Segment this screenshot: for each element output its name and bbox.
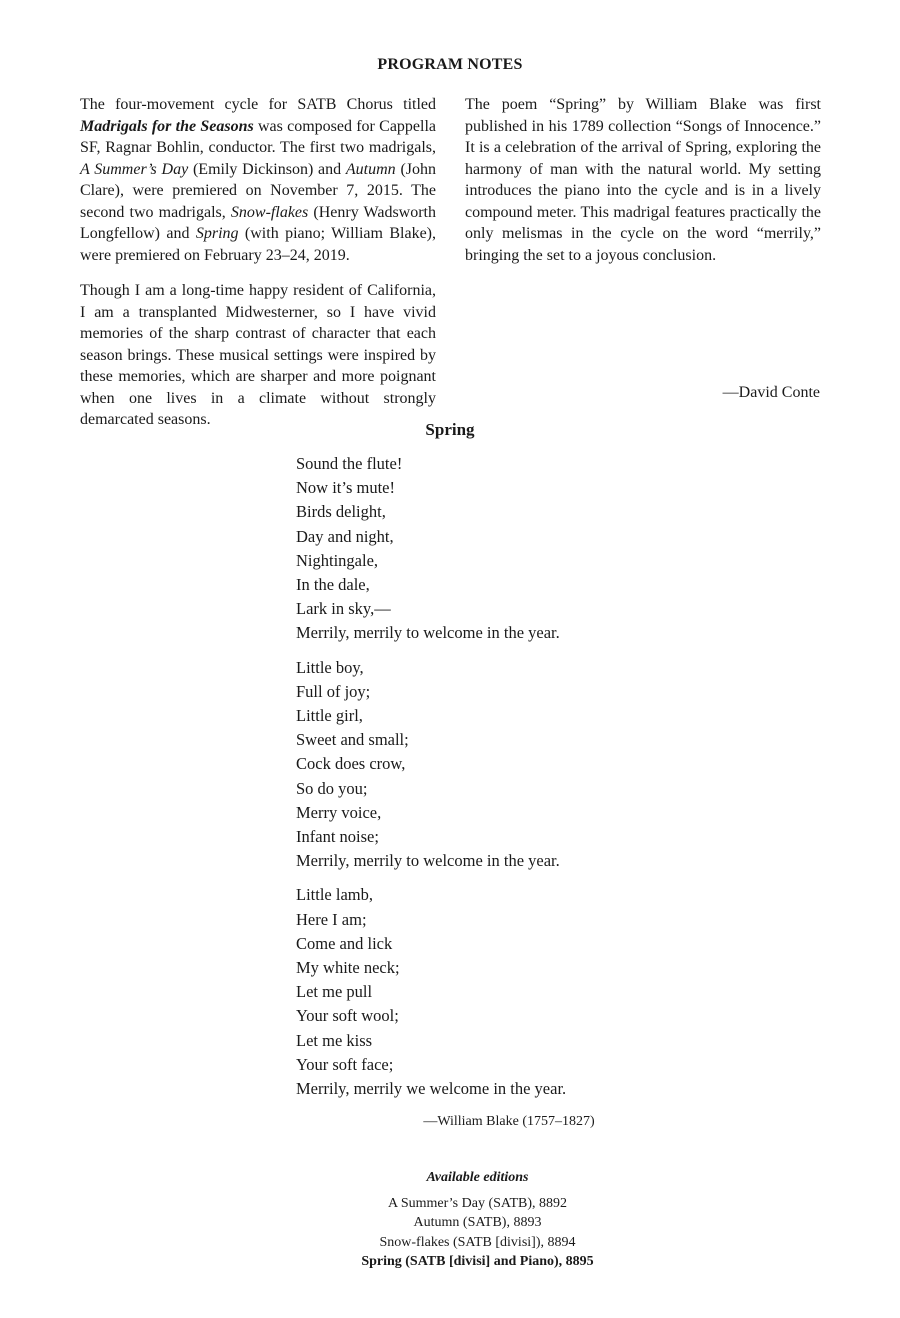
- text-run: (Emily Dickinson) and: [188, 160, 346, 178]
- poem-line: In the dale,: [296, 575, 370, 595]
- poem-title: Spring: [425, 420, 475, 439]
- available-editions: [0, 1168, 900, 1272]
- text-run: was composed for Cappella SF, Ragnar Bohlin, conductor. The first two madrigals,: [80, 117, 437, 156]
- poem-line: Infant noise;: [296, 827, 379, 847]
- page-title: PROGRAM NOTES: [377, 56, 523, 73]
- notes-column-right: [465, 94, 821, 266]
- notes-paragraph-3: The poem “Spring” by William Blake was first published in his 1789 collection “Songs of Innocence.” It is a celebration of the arrival of Spring, exploring the harmony of man with the natural world. My setting introduces the piano into the cycle and is in a lively compound meter. This madrigal features practically the only melismas in the cycle on the word “merrily,” bringing the set to a joyous conclusion.: [465, 96, 821, 264]
- poem-text: [296, 452, 566, 1111]
- poem-line: Come and lick: [296, 933, 393, 953]
- editions-title: Available editions: [426, 1170, 529, 1185]
- work-title: Autumn: [345, 160, 396, 178]
- poem-line: Let me kiss: [296, 1030, 373, 1050]
- poem-line: Little boy,: [296, 657, 364, 677]
- poem-line: Merrily, merrily we welcome in the year.: [296, 1079, 567, 1099]
- work-title: A Summer’s Day: [80, 160, 189, 178]
- notes-column-left: [80, 94, 436, 431]
- text-run: (with piano; William Blake), were premiered on February 23–24, 2019.: [80, 225, 436, 264]
- poem-line: Nightingale,: [296, 550, 379, 570]
- poem-line: So do you;: [296, 778, 368, 798]
- poem-line: Sound the flute!: [296, 454, 403, 473]
- edition-item-featured: Spring (SATB [divisi] and Piano), 8895: [361, 1254, 594, 1269]
- notes-paragraph-2: Though I am a long-time happy resident of California, I am a transplanted Midwesterner, so I have vivid memories of the sharp contrast of character that each season brings. These musical settings were inspired by these memories, which are sharper and more poignant when one lives in a climate without strongly demarcated seasons.: [80, 282, 436, 428]
- notes-paragraph-1: [80, 94, 436, 266]
- work-title: Spring: [195, 225, 239, 242]
- poem-line: Cock does crow,: [296, 754, 406, 774]
- work-title: Madrigals for the Seasons: [80, 117, 254, 135]
- poem-line: Full of joy;: [296, 681, 371, 701]
- poem-line: Merry voice,: [296, 802, 382, 822]
- work-title: Snow-flakes: [230, 203, 309, 221]
- poem-line: Merrily, merrily to welcome in the year.: [296, 851, 560, 871]
- text-run: The four-movement cycle for SATB Chorus titled: [80, 96, 436, 113]
- poem-line: Your soft wool;: [296, 1006, 399, 1026]
- poem-line: Now it’s mute!: [296, 478, 395, 498]
- poem-line: Little girl,: [296, 706, 363, 726]
- edition-item: Autumn (SATB), 8893: [413, 1215, 542, 1230]
- poem-line: Merrily, merrily to welcome in the year.: [296, 623, 560, 643]
- poem-line: Day and night,: [296, 526, 394, 546]
- edition-item: Snow-flakes (SATB [divisi]), 8894: [379, 1234, 576, 1250]
- poem-line: Birds delight,: [296, 502, 386, 522]
- poem-line: Here I am;: [296, 909, 367, 929]
- edition-item: A Summer’s Day (SATB), 8892: [387, 1195, 568, 1211]
- text-run: (John Clare), were premiered on November 7, 2015. The second two madrigals,: [80, 160, 437, 221]
- stanza-1: [296, 452, 566, 646]
- poem-line: Little lamb,: [296, 885, 373, 905]
- poem-author: —William Blake (1757–1827): [423, 1114, 595, 1129]
- poem-line: Sweet and small;: [296, 730, 409, 750]
- stanza-3: [296, 883, 566, 1101]
- text-run: (Henry Wadsworth Longfellow) and: [80, 203, 437, 242]
- notes-signature: —David Conte: [722, 384, 820, 401]
- poem-line: Lark in sky,—: [296, 599, 391, 619]
- poem-line: Your soft face;: [296, 1054, 394, 1074]
- stanza-2: [296, 656, 566, 874]
- poem-line: Let me pull: [296, 982, 373, 1002]
- poem-line: My white neck;: [296, 958, 400, 978]
